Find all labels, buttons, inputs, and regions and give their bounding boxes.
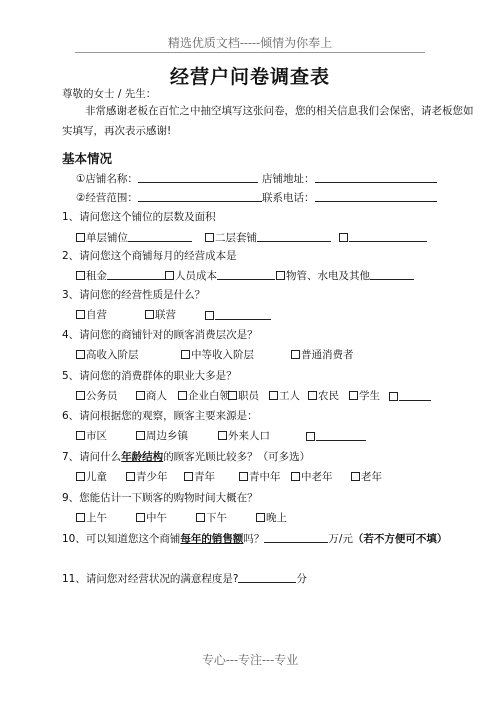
q1-option-1[interactable] [76, 230, 192, 245]
shop-name-field[interactable] [138, 171, 258, 183]
question-7 [62, 450, 310, 464]
q9-option-1-label: 上午 [86, 512, 107, 524]
q5-option-6-label: 农民 [318, 390, 339, 402]
shop-address-label: 店铺地址： [262, 173, 315, 185]
q3-option-3[interactable] [205, 308, 271, 323]
q4-option-3-label: 普通消费者 [301, 349, 354, 361]
q2-option-2-label: 人员成本 [175, 270, 217, 282]
checkbox-icon[interactable] [184, 472, 193, 481]
checkbox-icon[interactable] [349, 391, 358, 400]
q5-option-2[interactable] [136, 389, 167, 403]
question-10-emphasis: 每年的销售额 [180, 533, 244, 545]
business-scope-row [76, 190, 262, 205]
question-10 [62, 531, 447, 546]
q6-option-4[interactable] [306, 429, 366, 444]
q1-option-3-blank[interactable] [349, 230, 427, 242]
q5-option-8-blank[interactable] [399, 389, 431, 401]
checkbox-icon[interactable] [291, 350, 300, 359]
phone-field[interactable] [315, 190, 437, 202]
shop-address-field[interactable] [315, 171, 437, 183]
checkbox-icon[interactable] [76, 513, 85, 522]
header-divider [75, 52, 425, 53]
q4-option-1-label: 高收入阶层 [86, 349, 139, 361]
q5-option-5[interactable] [269, 389, 300, 403]
q3-option-3-blank[interactable] [215, 308, 271, 320]
question-2: 2、请问您这个商铺每月的经营成本是 [62, 250, 237, 262]
q2-option-1[interactable] [76, 268, 165, 283]
q2-option-3-label: 物管、水电及其他 [286, 270, 370, 282]
q5-option-6[interactable] [308, 389, 339, 403]
q3-option-1-label: 自营 [86, 309, 107, 321]
checkbox-icon[interactable] [256, 513, 265, 522]
q5-option-4-label: 职员 [238, 390, 259, 402]
q7-option-3[interactable] [184, 470, 215, 484]
q9-option-4-label: 晚上 [266, 512, 287, 524]
checkbox-icon[interactable] [76, 391, 85, 400]
checkbox-icon[interactable] [136, 513, 145, 522]
q7-option-6[interactable] [351, 470, 382, 484]
q7-option-2[interactable] [126, 470, 168, 484]
q1-option-2[interactable] [205, 230, 331, 245]
business-scope-label: ②经营范围： [76, 192, 138, 204]
q9-option-4[interactable] [256, 511, 287, 525]
q5-option-4[interactable] [228, 389, 259, 403]
sales-unit: 万/元 [328, 533, 353, 545]
checkbox-icon[interactable] [306, 432, 315, 441]
question-3: 3、请问您的经营性质是什么？ [62, 289, 206, 301]
shop-address-row [262, 171, 437, 186]
checkbox-icon[interactable] [178, 391, 187, 400]
checkbox-icon[interactable] [76, 310, 85, 319]
q7-option-3-label: 青年 [194, 471, 215, 483]
q5-option-1[interactable] [76, 389, 118, 403]
checkbox-icon[interactable] [76, 472, 85, 481]
section-basic-info: 基本情况 [62, 151, 113, 166]
greeting: 尊敬的女士 / 先生： [62, 88, 157, 100]
checkbox-icon[interactable] [76, 431, 85, 440]
checkbox-icon[interactable] [126, 472, 135, 481]
checkbox-icon[interactable] [136, 391, 145, 400]
checkbox-icon[interactable] [76, 271, 85, 280]
q7-option-4[interactable] [239, 470, 281, 484]
q2-option-2[interactable] [165, 268, 275, 283]
q1-option-2-label: 二层套铺 [215, 232, 257, 244]
intro-paragraph: 非常感谢老板在百忙之中抽空填写这张问卷，您的相关信息我们会保密，请老板您如实填写，再次表示感谢! [62, 105, 474, 137]
q6-option-3[interactable] [218, 429, 270, 443]
q2-option-1-blank[interactable] [107, 268, 165, 280]
page-footer: 专心---专注---专业 [201, 653, 299, 667]
q7-option-6-label: 老年 [361, 471, 382, 483]
q5-option-7-label: 学生 [359, 390, 380, 402]
checkbox-icon[interactable] [218, 431, 227, 440]
q9-option-2-label: 中午 [146, 512, 167, 524]
checkbox-icon[interactable] [196, 513, 205, 522]
q7-option-5[interactable] [291, 470, 333, 484]
shop-name-row [76, 171, 258, 186]
q9-option-3[interactable] [196, 511, 227, 525]
question-1: 1、请问您这个铺位的层数及面积 [62, 211, 216, 223]
checkbox-icon[interactable] [339, 233, 348, 242]
question-11 [62, 571, 307, 586]
q6-option-2-label: 周边乡镇 [146, 430, 188, 442]
q6-option-4-blank[interactable] [316, 429, 366, 441]
q4-option-3[interactable] [291, 348, 354, 362]
checkbox-icon[interactable] [165, 271, 174, 280]
page-title: 经营户问卷调查表 [169, 66, 330, 88]
checkbox-icon[interactable] [76, 350, 85, 359]
satisfaction-score-field[interactable] [238, 571, 296, 583]
checkbox-icon[interactable] [145, 310, 154, 319]
q4-option-2-label: 中等收入阶层 [191, 349, 254, 361]
checkbox-icon[interactable] [308, 391, 317, 400]
question-10-prefix: 10、可以知道您这个商铺 [62, 533, 181, 545]
q3-option-2[interactable] [145, 308, 176, 322]
q7-option-2-label: 青少年 [136, 471, 168, 483]
q6-option-3-label: 外来人口 [228, 430, 270, 442]
checkbox-icon[interactable] [269, 391, 278, 400]
q5-option-5-label: 工人 [279, 390, 300, 402]
sales-amount-field[interactable] [264, 531, 328, 543]
optional-note: （若不方便可不填） [352, 533, 448, 545]
q5-option-8[interactable] [389, 389, 431, 404]
checkbox-icon[interactable] [351, 472, 360, 481]
question-5: 5、请问您的消费群体的职业大多是？ [62, 370, 237, 382]
phone-row [262, 190, 437, 205]
q5-option-3-label: 企业白领 [188, 390, 230, 402]
question-4: 4、请问您的商铺针对的顾客消费层次是？ [62, 329, 258, 341]
q7-option-1[interactable] [76, 470, 107, 484]
question-7-suffix: 的顾客光顾比较多？（可多选） [163, 451, 311, 463]
question-7-prefix: 7、请问什么 [62, 451, 122, 463]
q1-option-1-label: 单层铺位 [86, 232, 128, 244]
q9-option-1[interactable] [76, 511, 107, 525]
checkbox-icon[interactable] [181, 350, 190, 359]
q4-option-1[interactable] [76, 348, 139, 362]
q1-option-1-blank[interactable] [128, 230, 192, 242]
business-scope-field[interactable] [138, 190, 262, 202]
checkbox-icon[interactable] [76, 233, 85, 242]
question-7-emphasis: 年龄结构 [121, 451, 164, 463]
question-6: 6、请问根据您的观察，顾客主要来源是： [62, 410, 258, 422]
checkbox-icon[interactable] [205, 311, 214, 320]
checkbox-icon[interactable] [389, 392, 398, 401]
phone-label: 联系电话： [262, 192, 315, 204]
question-10-suffix: 吗？ [243, 533, 265, 545]
q5-option-2-label: 商人 [146, 390, 167, 402]
checkbox-icon[interactable] [205, 233, 214, 242]
checkbox-icon[interactable] [291, 472, 300, 481]
checkbox-icon[interactable] [276, 271, 285, 280]
q3-option-2-label: 联营 [155, 309, 176, 321]
q1-option-3[interactable] [339, 230, 427, 245]
page-header: 精选优质文档-----倾情为你奉上 [167, 36, 333, 50]
q3-option-1[interactable] [76, 308, 107, 322]
q2-option-1-label: 租金 [86, 270, 107, 282]
score-unit: 分 [296, 573, 307, 585]
q5-option-7[interactable] [349, 389, 380, 403]
question-9: 9、您能估计一下顾客的购物时间大概在？ [62, 492, 258, 504]
question-11-text: 11、请问您对经营状况的满意程度是? [62, 573, 239, 585]
q6-option-2[interactable] [136, 429, 188, 443]
q9-option-3-label: 下午 [206, 512, 227, 524]
q1-option-2-blank[interactable] [257, 230, 331, 242]
q5-option-1-label: 公务员 [86, 390, 118, 402]
q6-option-1-label: 市区 [86, 430, 107, 442]
q6-option-1[interactable] [76, 429, 107, 443]
q2-option-3-blank[interactable] [370, 268, 414, 280]
q5-option-3[interactable] [178, 389, 230, 403]
shop-name-label: ①店铺名称： [76, 173, 138, 185]
q9-option-2[interactable] [136, 511, 167, 525]
checkbox-icon[interactable] [228, 391, 237, 400]
checkbox-icon[interactable] [136, 431, 145, 440]
q2-option-3[interactable] [276, 268, 414, 283]
checkbox-icon[interactable] [239, 472, 248, 481]
q7-option-5-label: 中老年 [301, 471, 333, 483]
q4-option-2[interactable] [181, 348, 254, 362]
q7-option-1-label: 儿童 [86, 471, 107, 483]
q7-option-4-label: 青中年 [249, 471, 281, 483]
q2-option-2-blank[interactable] [217, 268, 275, 280]
